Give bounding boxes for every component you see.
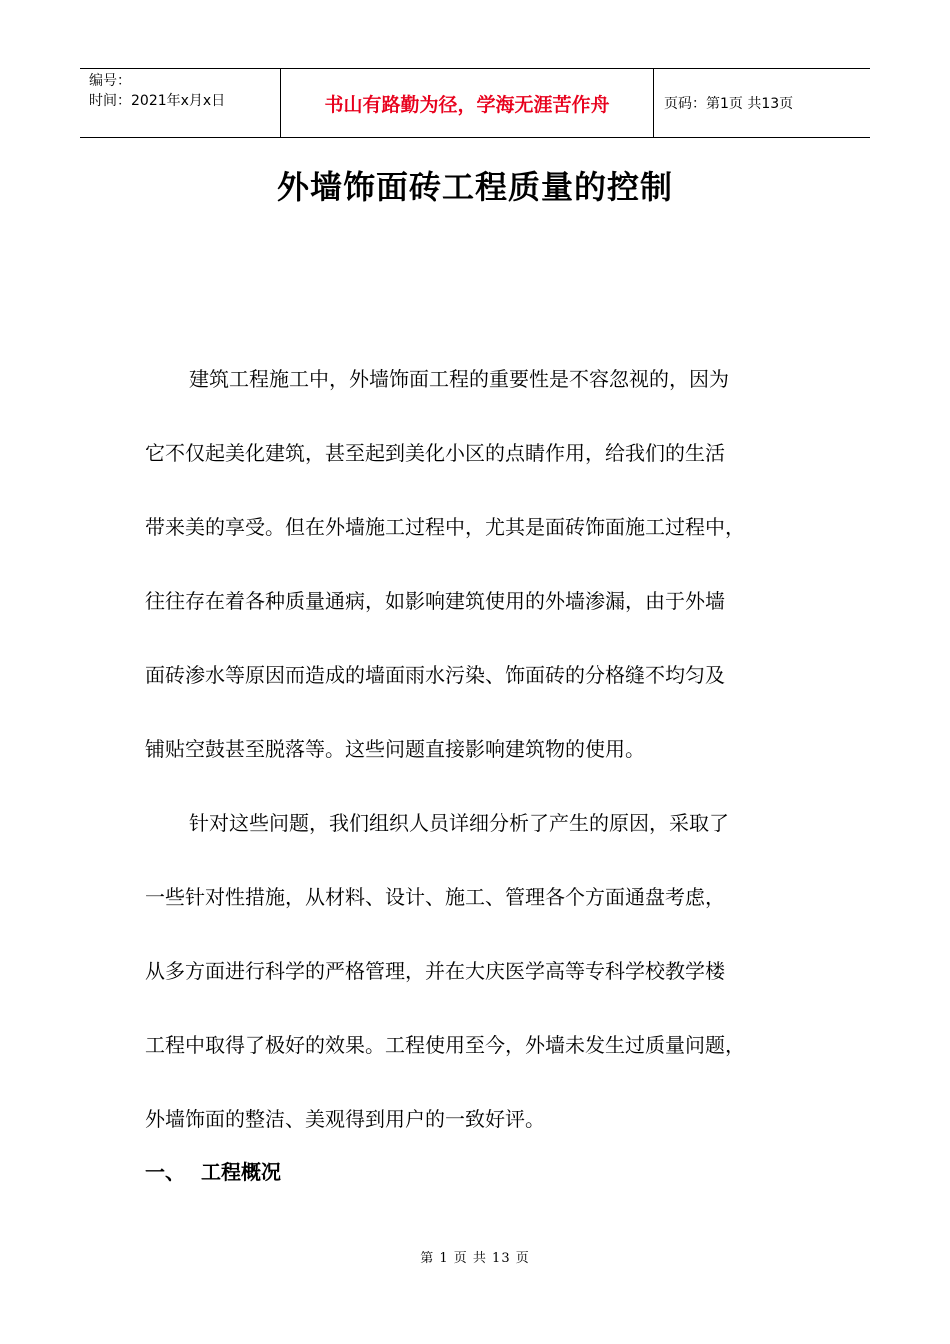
header-table [80, 68, 870, 138]
section-number: 一、 [145, 1160, 185, 1184]
text-line: 一些针对性措施，从材料、设计、施工、管理各个方面通盘考虑， [145, 885, 725, 909]
header-meta-cell [80, 69, 281, 137]
paragraph [145, 352, 817, 796]
header-page-cell [654, 69, 870, 137]
document-title: 外墙饰面砖工程质量的控制 [276, 168, 673, 206]
motto: 书山有路勤为径，学海无涯苦作舟 [324, 93, 610, 116]
text-line: 它不仅起美化建筑，甚至起到美化小区的点睛作用，给我们的生活 [145, 441, 725, 465]
text-line: 面砖渗水等原因而造成的墙面雨水污染、饰面砖的分格缝不均匀及 [145, 663, 725, 687]
code-label: 编号： [89, 73, 131, 89]
date-label: 时间：2021年x月x日 [89, 93, 226, 109]
text-line: 铺贴空鼓甚至脱落等。这些问题直接影响建筑物的使用。 [145, 737, 645, 761]
text-line: 工程中取得了极好的效果。工程使用至今，外墙未发生过质量问题， [145, 1033, 745, 1057]
page-info: 页码：第1页 共13页 [664, 96, 794, 112]
text-line: 从多方面进行科学的严格管理，并在大庆医学高等专科学校教学楼 [145, 959, 725, 983]
text-line: 针对这些问题，我们组织人员详细分析了产生的原因，采取了 [189, 811, 729, 835]
text-line: 建筑工程施工中，外墙饰面工程的重要性是不容忽视的，因为 [189, 367, 729, 391]
page-footer: 第 1 页 共 13 页 [420, 1251, 530, 1266]
paragraph [145, 796, 817, 1166]
text-line: 往往存在着各种质量通病，如影响建筑使用的外墙渗漏，由于外墙 [145, 589, 725, 613]
section-heading [145, 1156, 281, 1185]
text-line: 外墙饰面的整洁、美观得到用户的一致好评。 [145, 1107, 545, 1131]
header-motto-cell [281, 69, 654, 137]
section-title: 工程概况 [201, 1160, 281, 1184]
text-line: 带来美的享受。但在外墙施工过程中，尤其是面砖饰面施工过程中， [145, 515, 745, 539]
body-text [145, 352, 817, 1166]
